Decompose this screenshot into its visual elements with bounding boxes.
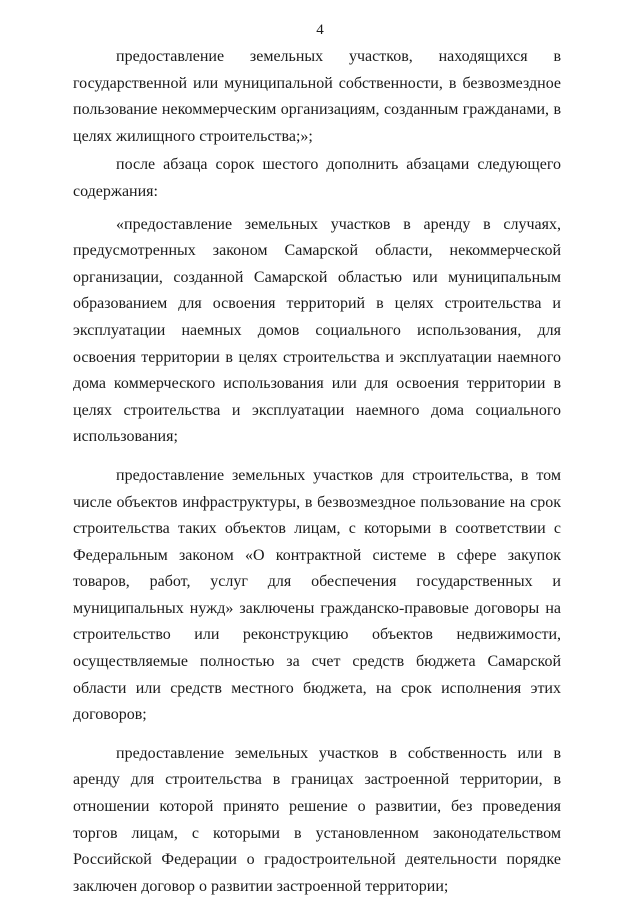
page-number: 4 xyxy=(316,22,324,38)
paragraph-3: «предоставление земельных участков в аренду в случаях, предусмотренных законом Самарской области, некоммерческой организации, созданной Самарской областью или муниципальным образованием для освоения территорий в целях строительства и эксплуатации наемных домов социального использования, для освоения территории в целях строительства и эксплуатации наемного дома коммерческого использования или для освоения территории в целях строительства и эксплуатации наемного дома социального использования; xyxy=(73,215,561,446)
paragraph-4: предоставление земельных участков для строительства, в том числе объектов инфраструктуры, в безвозмездное пользование на срок строительства таких объектов лицам, с которыми в соответствии с Федеральным законом «О контрактной системе в сфере закупок товаров, работ, услуг для обеспечения государственных и муниципальных нужд» заключены гражданско-правовые договоры на строительство или реконструкцию объектов недвижимости, осуществляемые полностью за счет средств бюджета Самарской области или средств местного бюджета, на срок исполнения этих договоров; xyxy=(73,466,561,724)
document-body xyxy=(73,44,561,900)
paragraph-1: предоставление земельных участков, находящихся в государственной или муниципальной собственности, в безвозмездное пользование некоммерческим организациям, созданным гражданами, в целях жилищного строительства;»; xyxy=(73,48,561,145)
paragraph-2: после абзаца сорок шестого дополнить абзацами следующего содержания: xyxy=(73,156,561,200)
paragraph-5: предоставление земельных участков в собственность или в аренду для строительства в границах застроенной территории, в отношении которой принято решение о развитии, без проведения торгов лицам, с которыми в установленном законодательством Российской Федерации о градостроительной деятельности порядке заключен договор о развитии застроенной территории; xyxy=(73,744,561,895)
